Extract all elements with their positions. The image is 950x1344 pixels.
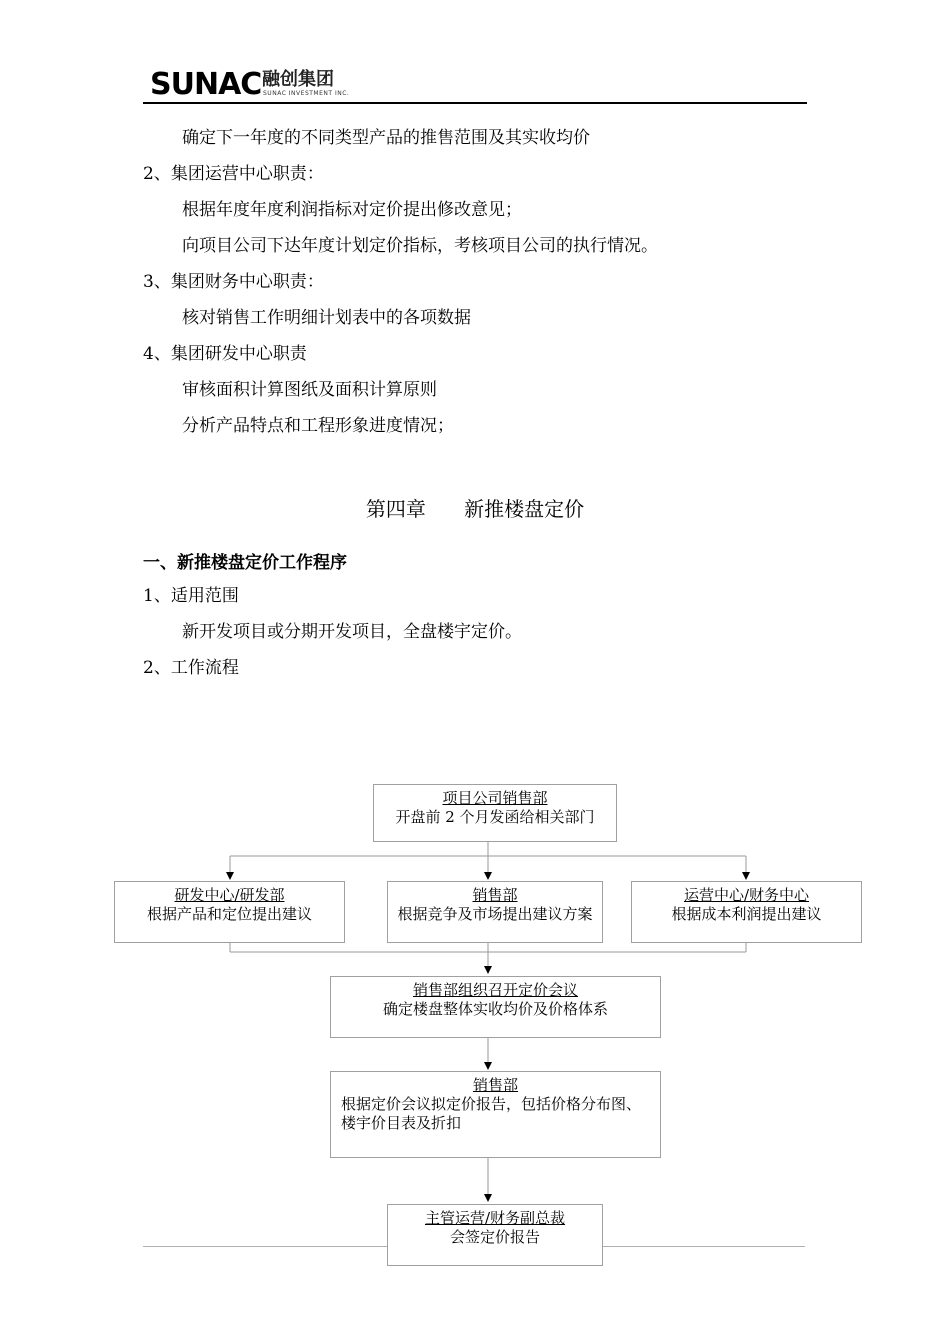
- logo-latin-text: SUNAC: [150, 67, 262, 102]
- arrow-down-icon: [484, 872, 492, 880]
- flow-box-title: 主管运营/财务副总裁: [424, 1209, 566, 1227]
- body-line: 2、集团运营中心职责：: [143, 164, 324, 184]
- logo-chinese-text: 融创集团: [262, 69, 334, 90]
- body-line: 核对销售工作明细计划表中的各项数据: [182, 308, 471, 328]
- flow-box-vice-president: [387, 1204, 603, 1266]
- arrow-down-icon: [484, 1062, 492, 1070]
- flow-box-pricing-report: [330, 1071, 661, 1158]
- arrow-down-icon: [226, 872, 234, 880]
- flow-box-desc: 会签定价报告: [449, 1228, 540, 1246]
- arrow-down-icon: [484, 1194, 492, 1202]
- body-line: 向项目公司下达年度计划定价指标，考核项目公司的执行情况。: [182, 236, 658, 256]
- flow-box-title: 销售部组织召开定价会议: [412, 981, 578, 999]
- flow-box-desc: 确定楼盘整体实收均价及价格体系: [382, 1000, 608, 1018]
- section-line: 1、适用范围: [143, 586, 239, 606]
- flow-box-sales: [387, 881, 603, 943]
- body-line: 3、集团财务中心职责：: [143, 272, 324, 292]
- body-line: 4、集团研发中心职责: [143, 344, 307, 364]
- body-line: 分析产品特点和工程形象进度情况；: [182, 416, 454, 436]
- section-line: 新开发项目或分期开发项目，全盘楼宇定价。: [182, 622, 522, 642]
- flow-box-desc: 开盘前 2 个月发函给相关部门: [395, 808, 595, 826]
- flow-box-title: 销售部: [472, 886, 518, 904]
- flow-box-title: 运营中心/财务中心: [683, 886, 810, 904]
- body-line: 审核面积计算图纸及面积计算原则: [182, 380, 437, 400]
- flow-box-title: 项目公司销售部: [442, 789, 548, 807]
- logo-english-text: SUNAC INVESTMENT INC.: [263, 90, 350, 97]
- flow-box-operations-finance: [631, 881, 862, 943]
- flow-box-desc: 根据成本利润提出建议: [671, 905, 822, 923]
- section-title: 一、新推楼盘定价工作程序: [143, 553, 347, 573]
- arrow-down-icon: [742, 872, 750, 880]
- flow-box-desc: 根据产品和定位提出建议: [146, 905, 312, 923]
- flow-box-desc: 根据竞争及市场提出建议方案: [397, 905, 593, 923]
- arrow-down-icon: [484, 966, 492, 974]
- chapter-title: 第四章 新推楼盘定价: [365, 497, 585, 521]
- company-logo: [150, 68, 350, 102]
- flow-box-rd-center: [114, 881, 345, 943]
- flow-box-title: 研发中心/研发部: [174, 886, 285, 904]
- flow-box-title: 销售部: [472, 1076, 518, 1094]
- flow-box-desc: 根据定价会议拟定价报告，包括价格分布图、楼宇价目表及折扣: [341, 1095, 642, 1132]
- flow-box-sales-department: [373, 784, 617, 842]
- section-line: 2、工作流程: [143, 658, 239, 678]
- flow-box-pricing-meeting: [330, 976, 661, 1038]
- header-rule: [143, 102, 807, 104]
- body-line: 确定下一年度的不同类型产品的推售范围及其实收均价: [182, 128, 590, 148]
- body-line: 根据年度年度利润指标对定价提出修改意见；: [182, 200, 522, 220]
